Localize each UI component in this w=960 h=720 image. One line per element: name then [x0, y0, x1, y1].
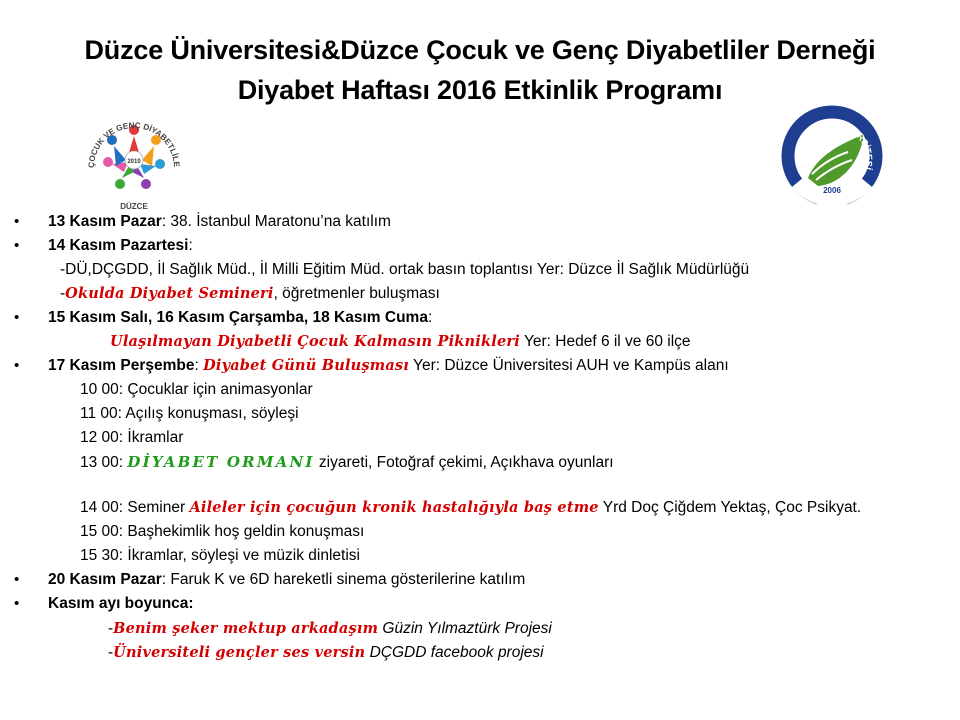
program-item: [48, 212, 391, 232]
program-item: [48, 236, 193, 256]
program-subitem: [110, 332, 691, 352]
schedule-entry: [80, 452, 614, 473]
program-subitem: -DÜ,DÇGDD, İl Sağlık Müd., İl Milli Eğitim Müd. ortak basın toplantısı Yer: Düzce İl Sağlık Müdürlüğü: [60, 261, 750, 278]
university-logo-year: 2006: [823, 186, 841, 195]
schedule-entry: 15 30: İkramlar, söyleşi ve müzik dinletisi: [80, 547, 360, 564]
event-name-script: Diyabet Günü Buluşması: [203, 357, 410, 374]
event-name-script: Ulaşılmayan Diyabetli Çocuk Kalmasın Piknikleri: [110, 333, 520, 350]
bullet-icon: •: [14, 571, 20, 588]
project-name-script: Benim şeker mektup arkadaşım: [113, 620, 379, 637]
project-name-script: Üniversiteli gençler ses versin: [113, 644, 366, 661]
association-logo-year: 2010: [127, 159, 141, 165]
bullet-icon: •: [14, 237, 20, 254]
schedule-time: 13 00:: [80, 454, 128, 471]
program-item: [48, 308, 432, 328]
schedule-time: 14 00: Seminer: [80, 499, 190, 516]
schedule-entry: [80, 498, 861, 518]
program-subitem: [108, 619, 552, 639]
schedule-entry: 12 00: İkramlar: [80, 429, 184, 446]
seminar-title-script: Aileler için çocuğun kronik hastalığıyla baş etme: [189, 499, 599, 516]
program-subitem: [60, 284, 440, 304]
association-logo-city: DÜZCE: [120, 202, 148, 211]
slide-title-line-1: Düzce Üniversitesi&Düzce Çocuk ve Genç Diyabetliler Derneği: [84, 35, 876, 65]
program-item: [48, 594, 194, 614]
bullet-icon: •: [14, 357, 20, 374]
schedule-entry: 11 00: Açılış konuşması, söyleşi: [80, 405, 299, 422]
program-item-date: 13 Kasım Pazar: [48, 213, 162, 230]
program-item-colon: :: [188, 237, 193, 254]
schedule-text: ziyareti, Fotoğraf çekimi, Açıkhava oyunları: [314, 454, 614, 471]
subitem-dash: -: [108, 620, 114, 637]
program-item-text: Yer: Düzce Üniversitesi AUH ve Kampüs alanı: [409, 357, 729, 374]
subitem-dash: -: [108, 644, 114, 661]
subitem-dash: -: [60, 285, 66, 302]
schedule-text: Yrd Doç Çiğdem Yektaş, Çoc Psikyat.: [598, 499, 862, 516]
program-subitem: [108, 643, 544, 663]
program-item-date: 14 Kasım Pazartesi: [48, 237, 189, 254]
bullet-icon: •: [14, 213, 20, 230]
program-item-colon: :: [427, 309, 433, 326]
subitem-text: DÇGDD facebook projesi: [365, 644, 544, 661]
schedule-entry: 15 00: Başhekimlik hoş geldin konuşması: [80, 523, 365, 540]
slide-title-line-2: Diyabet Haftası 2016 Etkinlik Programı: [237, 75, 723, 105]
program-item: [48, 570, 525, 590]
subitem-text: , öğretmenler buluşması: [273, 285, 440, 302]
program-item-date: 20 Kasım Pazar: [48, 571, 162, 588]
program-item-text: : Faruk K ve 6D hareketli sinema gösterilerine katılım: [161, 571, 526, 588]
bullet-icon: •: [14, 309, 20, 326]
university-logo-ring-text: DÜZCE ÜNİVERSİTESİ: [797, 118, 875, 171]
event-name-script: Okulda Diyabet Semineri: [65, 285, 274, 302]
program-item-date: 17 Kasım Perşembe: [48, 357, 195, 374]
subitem-text: Güzin Yılmaztürk Projesi: [378, 620, 552, 637]
subitem-text: Yer: Hedef 6 il ve 60 ilçe: [519, 333, 691, 350]
schedule-entry: 10 00: Çocuklar için animasyonlar: [80, 381, 313, 398]
program-item: [48, 356, 729, 376]
program-item-date: 15 Kasım Salı, 16 Kasım Çarşamba, 18 Kasım Cuma: [48, 309, 428, 326]
bullet-icon: •: [14, 595, 20, 612]
program-item-date: Kasım ayı boyunca:: [48, 595, 194, 612]
association-logo-ring-text: ÇOCUK VE GENÇ DİYABETLİLE: [86, 120, 182, 169]
diyabet-ormani-script: DİYABET ORMANI: [127, 453, 315, 471]
program-item-colon: :: [194, 357, 204, 374]
program-item-text: : 38. İstanbul Maratonu’na katılım: [161, 213, 391, 230]
